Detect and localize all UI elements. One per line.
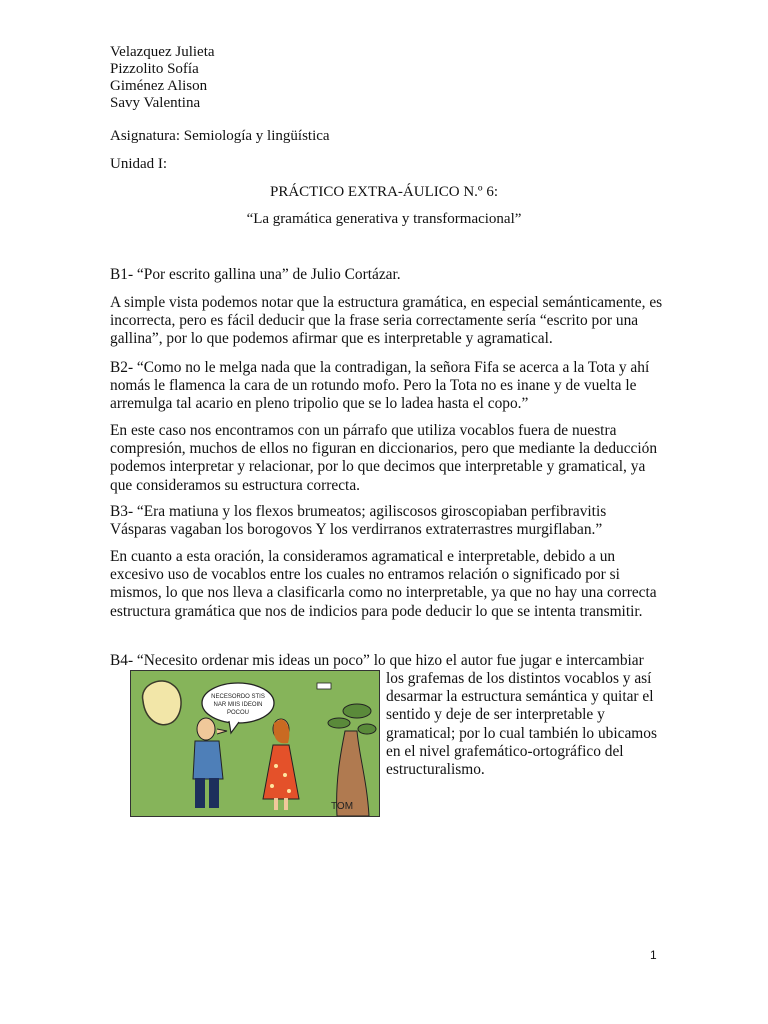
b3-prompt: B3- “Era matiuna y los flexos brumeatos; agiliscosos giroscopiaban perfibravitis Vásparas vagaban los borogovos Y los verdirranos extraterrastres murgiflaban.” (110, 503, 607, 539)
b4-prompt: B4- “Necesito ordenar mis ideas un poco” lo que hizo el autor fue jugar e intercambiar (110, 652, 644, 669)
page-number: 1 (650, 948, 657, 962)
b2-prompt: B2- “Como no le melga nada que la contradigan, la señora Fifa se acerca a la Tota y ahí nomás le flamenca la cara de un rotundo mofo. Pero la Tota no es inane y de vuelta le arremulga tal acario en pleno tripolio que se lo ladea hasta el copo.” (110, 359, 650, 413)
author-3: Giménez Alison (110, 78, 208, 94)
author-1: Velazquez Julieta (110, 44, 215, 60)
author-4: Savy Valentina (110, 95, 201, 111)
speech-text-line-1: NECESORDO STIS (211, 694, 265, 700)
unit-line: Unidad I: (110, 156, 168, 172)
page-subtitle: “La gramática generativa y transformacional” (246, 211, 522, 227)
b1-prompt: B1- “Por escrito gallina una” de Julio Cortázar. (110, 266, 401, 283)
speech-text-line-2: NAR MIIS IDEOIN (213, 702, 263, 708)
comic-drawing (131, 671, 379, 816)
b2-answer: En este caso nos encontramos con un párrafo que utiliza vocablos fuera de nuestra compresión, muchos de ellos no figuran en diccionarios, pero que mediante la deducción podemos interpretar y relacionar, por lo que decimos que interpretable y gramatical, ya que consideramos su estructura correcta. (110, 422, 658, 494)
b4-answer: los grafemas de los distintos vocablos y así desarmar la estructura semántica y quitar el sentido y deje de ser interpretable y gramatical; por lo cual también lo ubicamos en el nivel grafemático-ortográfico del estructuralismo. (386, 670, 657, 779)
b3-answer: En cuanto a esta oración, la consideramos agramatical e interpretable, debido a un excesivo uso de vocablos entre los cuales no entramos relación o significado por si mismos, lo que nos lleva a clasificarla como no interpretable, ya que no hay una correcta estructura gramática que nos de indicios para pode deducir lo que se intenta transmitir. (110, 548, 657, 620)
b1-answer: A simple vista podemos notar que la estructura gramática, en especial semánticamente, es incorrecta, pero es fácil deducir que la frase seria correctamente sería “escrito por una gallina”, por lo que podemos afirmar que es interpretable y agramatical. (110, 294, 663, 348)
subject-line: Asignatura: Semiología y lingüística (110, 128, 330, 144)
speech-text-line-3: POCOU (226, 710, 250, 716)
comic-signature: TOM (331, 801, 354, 812)
comic-illustration (130, 670, 380, 817)
page-title: PRÁCTICO EXTRA-ÁULICO N.º 6: (270, 184, 498, 200)
author-2: Pizzolito Sofía (110, 61, 199, 77)
